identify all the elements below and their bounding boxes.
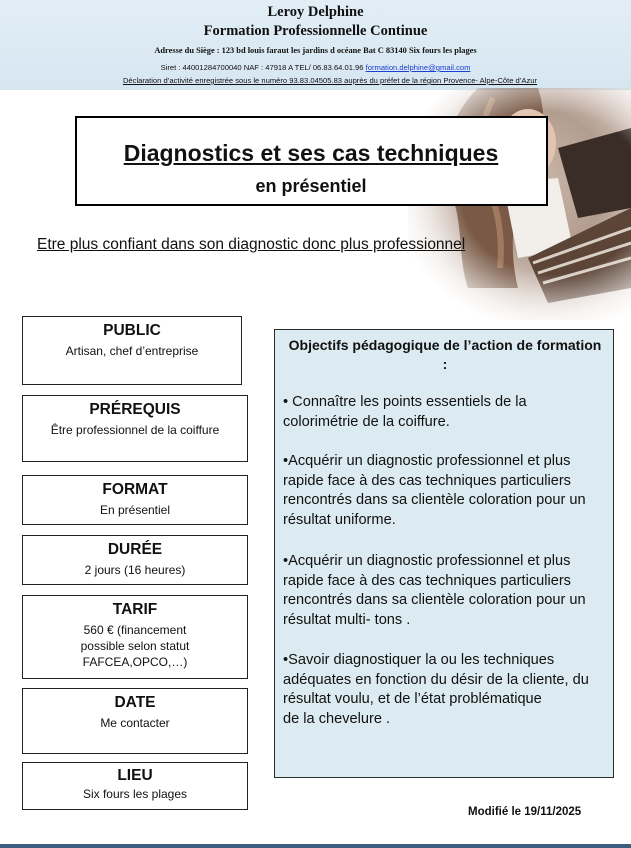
title-box	[75, 116, 548, 206]
date-label: DATE	[114, 694, 156, 711]
head-office-address: Adresse du Siège : 123 bd louis faraut les jardins d océane Bat C 83140 Six fours les plages	[154, 46, 477, 55]
lieu-label: LIEU	[117, 767, 153, 784]
date-value: Me contacter	[100, 716, 170, 730]
footer-divider	[0, 844, 631, 848]
prerequis-value: Être professionnel de la coiffure	[50, 423, 220, 437]
letterhead	[0, 0, 631, 90]
duree-box	[22, 535, 248, 585]
activity-declaration: Déclaration d’activité enregistrée sous le numéro 93.83.04505.83 auprès du préfet de la région Provence- Alpe-Côte d’Azur	[122, 76, 538, 85]
tagline: Etre plus confiant dans son diagnostic donc plus professionnel	[37, 236, 466, 253]
prerequis-box	[22, 395, 248, 462]
course-title: Diagnostics et ses cas techniques	[123, 140, 499, 166]
tarif-value: 560 € (financement possible selon statut FAFCEA,OPCO,…)	[80, 623, 190, 669]
objective-item: • Connaître les points essentiels de la colorimétrie de la coiffure.	[283, 394, 527, 430]
tarif-box	[22, 595, 248, 679]
email-link[interactable]: formation.delphine@gmail.com	[365, 63, 471, 72]
objective-item: •Acquérir un diagnostic professionnel et plus rapide face à des cas techniques particuliers rencontrés dans sa clientèle coloration pour un résultat uniforme.	[283, 453, 586, 529]
public-box	[22, 316, 242, 385]
duree-value: 2 jours (16 heures)	[84, 563, 186, 577]
date-box	[22, 688, 248, 754]
trainer-name: Leroy Delphine	[267, 4, 364, 20]
duree-label: DURÉE	[107, 541, 163, 558]
tarif-label: TARIF	[112, 601, 158, 618]
objective-item: •Acquérir un diagnostic professionnel et plus rapide face à des cas techniques particuliers rencontrés dans sa clientèle coloration pour un résultat multi- tons .	[283, 553, 586, 629]
public-label: PUBLIC	[103, 322, 161, 339]
siret-text: Siret : 44001284700040 NAF : 47918 A TEL/ 06.83.64.01.96	[160, 63, 366, 72]
public-value: Artisan, chef d’entreprise	[65, 344, 199, 358]
course-subtitle: en présentiel	[255, 176, 367, 196]
lieu-box	[22, 762, 248, 810]
lieu-value: Six fours les plages	[82, 787, 188, 801]
siret-line	[0, 63, 631, 72]
format-box	[22, 475, 248, 525]
objective-item: •Savoir diagnostiquer la ou les techniques adéquates en fonction du désir de la cliente, du résultat voulu, et de l’état problématique de la chevelure .	[283, 652, 589, 728]
format-value: En présentiel	[99, 503, 171, 517]
modified-date: Modifié le 19/11/2025	[468, 806, 582, 818]
prerequis-label: PRÉREQUIS	[89, 401, 181, 418]
organisation-name: Formation Professionnelle Continue	[203, 23, 428, 39]
format-label: FORMAT	[102, 481, 168, 498]
objectives-title: Objectifs pédagogique de l’action de formation :	[288, 337, 602, 372]
objectives-panel	[274, 329, 614, 778]
